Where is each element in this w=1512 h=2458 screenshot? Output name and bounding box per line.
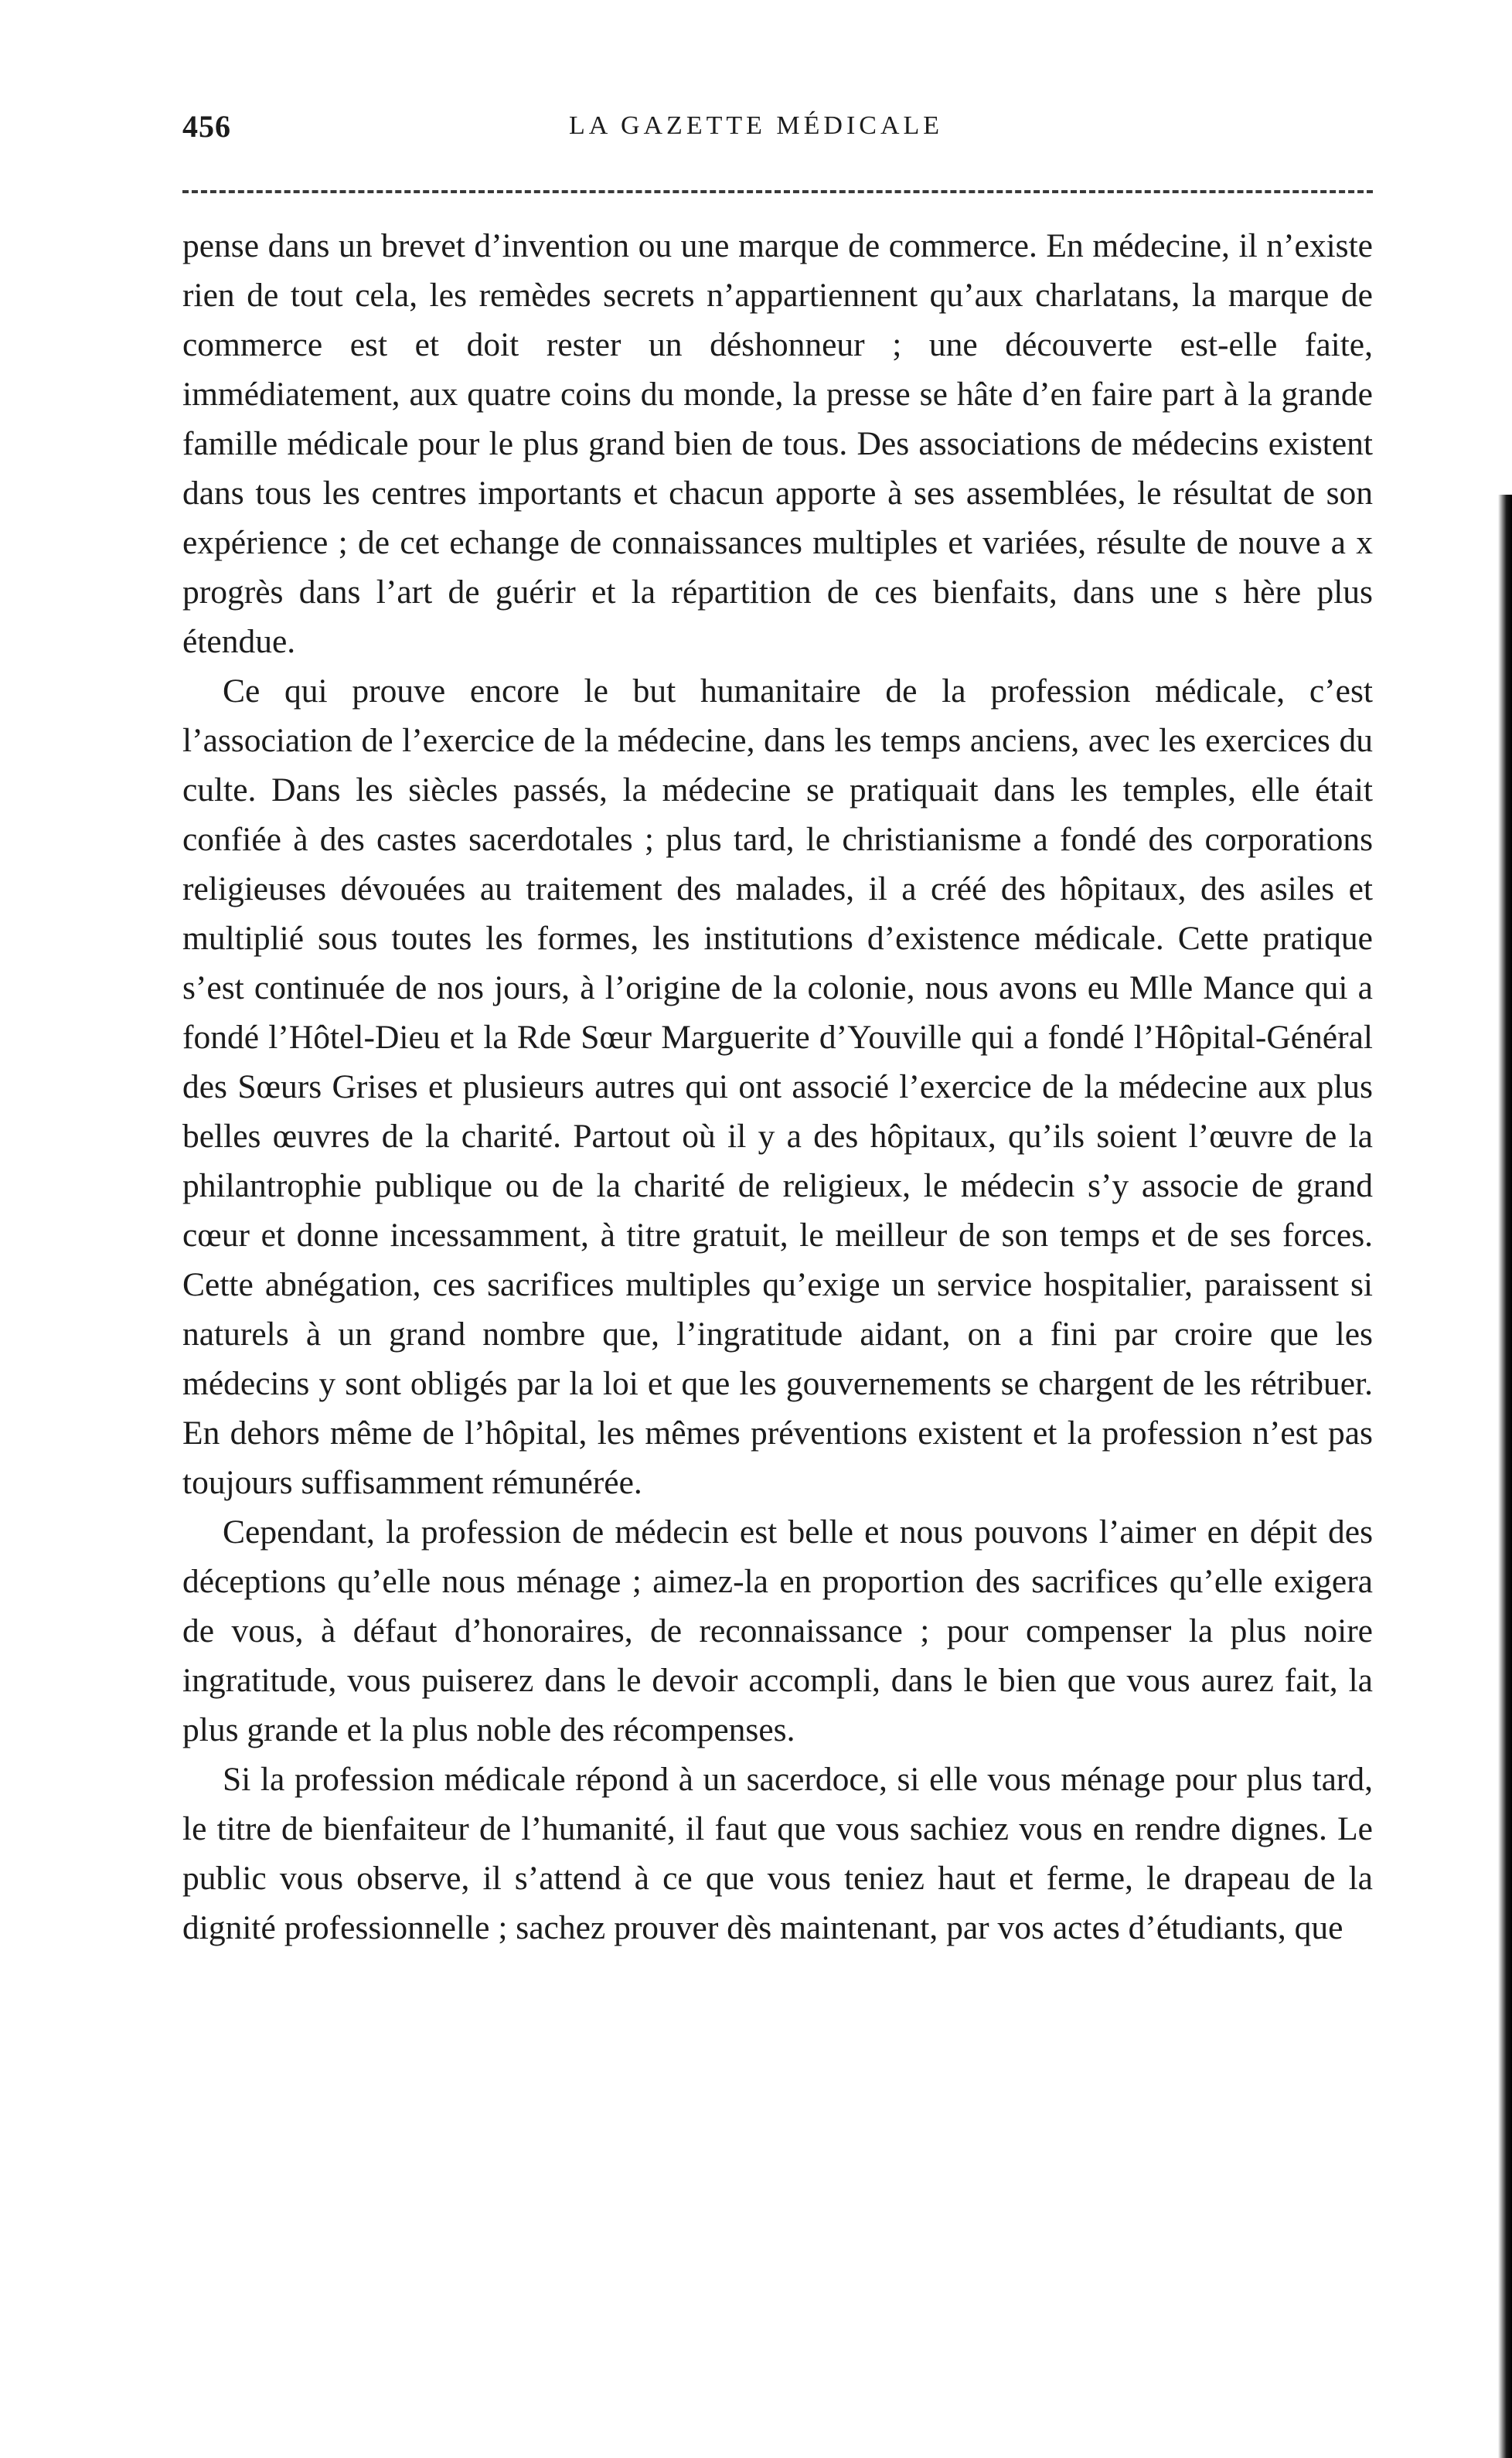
journal-title: LA GAZETTE MÉDICALE [569,111,944,140]
header-rule [182,190,1373,193]
body-text [182,221,1373,1952]
page-number: 456 [182,109,231,144]
paragraph: Ce qui prouve encore le but humanitaire de la profession médicale, c’est l’association de l’exercice de la médecine, dans les temps anciens, avec les exercices du culte. Dans les siècles passés, la médecine se pratiquait dans les temples, elle était confiée à des castes sacerdotales ; plus tard, le christianisme a fondé des corporations religieuses dévouées au traitement des malades, il a créé des hôpitaux, des asiles et multiplié sous toutes les formes, les institutions d’existence médicale. Cette pratique s’est continuée de nos jours, à l’origine de la colonie, nous avons eu Mlle Mance qui a fondé l’Hôtel-Dieu et la Rde Sœur Marguerite d’Youville qui a fondé l’Hôpital-Général des Sœurs Grises et plusieurs autres qui ont associé l’exercice de la médecine aux plus belles œuvres de la charité. Partout où il y a des hôpitaux, qu’ils soient l’œuvre de la philantrophie publique ou de la charité de religieux, le médecin s’y associe de grand cœur et donne incessamment, à titre gratuit, le meilleur de son temps et de ses forces. Cette abnégation, ces sacrifices multiples qu’exige un service hospitalier, paraissent si naturels à un grand nombre que, l’ingratitude aidant, on a fini par croire que les médecins y sont obligés par la loi et que les gouvernements se chargent de les rétribuer. En dehors même de l’hôpital, les mêmes préventions existent et la profession n’est pas toujours suffisamment rémunérée. [182,672,1373,1501]
running-header [182,108,1373,162]
paragraph: Cependant, la profession de médecin est belle et nous pouvons l’aimer en dépit des déceptions qu’elle nous ménage ; aimez-la en proportion des sacrifices qu’elle exigera de vous, à défaut d’honoraires, de reconnaissance ; pour compenser la plus noire ingratitude, vous puiserez dans le devoir accompli, dans le bien que vous aurez fait, la plus grande et la plus noble des récompenses. [182,1513,1373,1748]
paragraph-continued: pense dans un brevet d’invention ou une marque de commerce. En médecine, il n’existe rien de tout cela, les remèdes secrets n’appartiennent qu’aux charlatans, la marque de commerce est et doit rester un déshonneur ; une découverte est-elle faite, immédiatement, aux quatre coins du monde, la presse se hâte d’en faire part à la grande famille médicale pour le plus grand bien de tous. Des associations de médecins existent dans tous les centres importants et chacun apporte à ses assemblées, le résultat de son expérience ; de cet echange de connaissances multiples et variées, résulte de nouve a x progrès dans l’art de guérir et la répartition de ces bienfaits, dans une s hère plus étendue. [182,227,1373,660]
page-edge-shadow [1498,495,1512,2458]
paragraph: Si la profession médicale répond à un sacerdoce, si elle vous ménage pour plus tard, le titre de bienfaiteur de l’humanité, il faut que vous sachiez vous en rendre dignes. Le public vous observe, il s’attend à ce que vous teniez haut et ferme, le drapeau de la dignité professionnelle ; sachez prouver dès maintenant, par vos actes d’étudiants, que [182,1761,1373,1946]
